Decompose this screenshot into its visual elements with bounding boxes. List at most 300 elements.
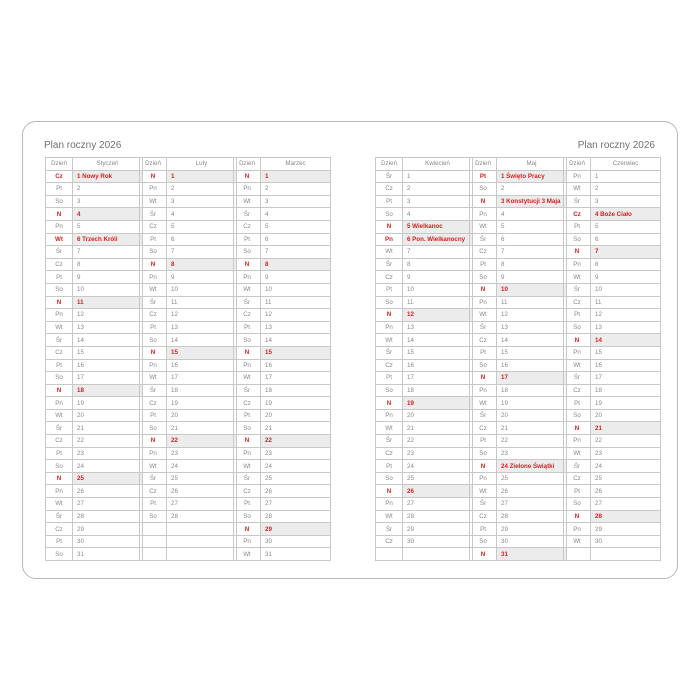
day-row	[470, 208, 567, 221]
day-row	[470, 271, 567, 284]
weekday-cell: N	[46, 384, 73, 397]
date-cell: 10	[497, 283, 567, 296]
weekday-cell: Wt	[376, 246, 403, 259]
month-name-header: Kwiecień	[403, 158, 473, 171]
weekday-cell: Pt	[470, 258, 497, 271]
day-row	[140, 334, 237, 347]
weekday-cell: Cz	[46, 346, 73, 359]
weekday-cell: N	[140, 435, 167, 448]
date-cell: 18	[167, 384, 237, 397]
date-cell: 22	[403, 435, 473, 448]
date-cell: 21	[403, 422, 473, 435]
day-row	[234, 510, 331, 523]
weekday-cell: Wt	[564, 535, 591, 548]
day-row	[46, 271, 143, 284]
weekday-cell: Wt	[470, 485, 497, 498]
weekday-cell: Pt	[234, 321, 261, 334]
day-row	[234, 271, 331, 284]
date-cell: 29	[261, 523, 331, 536]
weekday-cell: Pn	[470, 472, 497, 485]
month-name-header: Luty	[167, 158, 237, 171]
day-row	[234, 435, 331, 448]
date-cell: 28	[403, 510, 473, 523]
day-row	[46, 346, 143, 359]
day-row	[376, 233, 473, 246]
weekday-cell: Wt	[140, 372, 167, 385]
date-cell: 1 Nowy Rok	[73, 170, 143, 183]
date-cell: 28	[591, 510, 661, 523]
day-row	[140, 397, 237, 410]
date-cell: 5 Wielkanoc	[403, 220, 473, 233]
day-column-header: Dzień	[46, 158, 73, 171]
date-cell: 2	[497, 183, 567, 196]
weekday-cell: Wt	[46, 233, 73, 246]
weekday-cell: Cz	[46, 523, 73, 536]
day-row	[140, 208, 237, 221]
weekday-cell: N	[376, 220, 403, 233]
weekday-cell: Śr	[46, 246, 73, 259]
date-cell: 24 Zielone Świątki	[497, 460, 567, 473]
weekday-cell: Pt	[470, 346, 497, 359]
month-table-styczen	[45, 157, 143, 561]
date-cell: 22	[261, 435, 331, 448]
weekday-cell: Pt	[234, 498, 261, 511]
weekday-cell: Śr	[376, 435, 403, 448]
date-cell: 6 Pon. Wielkanocny	[403, 233, 473, 246]
date-cell: 11	[73, 296, 143, 309]
weekday-cell: N	[140, 170, 167, 183]
day-row	[234, 321, 331, 334]
date-cell: 12	[497, 309, 567, 322]
day-row	[564, 535, 661, 548]
date-cell: 28	[261, 510, 331, 523]
weekday-cell	[564, 548, 591, 561]
day-row	[46, 334, 143, 347]
date-cell: 20	[591, 409, 661, 422]
date-cell: 26	[403, 485, 473, 498]
weekday-cell: Pn	[564, 435, 591, 448]
weekday-cell: Pt	[376, 195, 403, 208]
day-row	[46, 170, 143, 183]
empty-row	[140, 535, 237, 548]
date-cell	[167, 535, 237, 548]
month-header-row	[470, 158, 567, 171]
weekday-cell: N	[46, 208, 73, 221]
date-cell: 19	[73, 397, 143, 410]
date-cell: 14	[261, 334, 331, 347]
weekday-cell: Pn	[234, 183, 261, 196]
date-cell: 8	[73, 258, 143, 271]
day-row	[46, 435, 143, 448]
month-header-row	[564, 158, 661, 171]
weekday-cell: Śr	[234, 296, 261, 309]
date-cell: 30	[261, 535, 331, 548]
weekday-cell: Pn	[234, 271, 261, 284]
empty-row	[140, 548, 237, 561]
weekday-cell: Pt	[140, 409, 167, 422]
day-row	[470, 523, 567, 536]
day-row	[564, 447, 661, 460]
day-row	[470, 384, 567, 397]
date-cell: 20	[73, 409, 143, 422]
weekday-cell: Pn	[234, 447, 261, 460]
weekday-cell: So	[376, 472, 403, 485]
weekday-cell: Pn	[564, 258, 591, 271]
day-row	[564, 397, 661, 410]
date-cell: 12	[167, 309, 237, 322]
date-cell: 20	[403, 409, 473, 422]
date-cell: 9	[497, 271, 567, 284]
weekday-cell: Pt	[234, 409, 261, 422]
date-cell: 3 Konstytucji 3 Maja	[497, 195, 567, 208]
date-cell: 26	[261, 485, 331, 498]
date-cell: 28	[73, 510, 143, 523]
date-cell: 15	[403, 346, 473, 359]
date-cell: 3	[261, 195, 331, 208]
day-row	[376, 296, 473, 309]
weekday-cell: So	[470, 447, 497, 460]
day-row	[470, 372, 567, 385]
day-row	[140, 283, 237, 296]
day-row	[234, 170, 331, 183]
date-cell: 24	[591, 460, 661, 473]
day-row	[376, 271, 473, 284]
date-cell: 13	[73, 321, 143, 334]
weekday-cell: Wt	[46, 321, 73, 334]
date-cell: 13	[403, 321, 473, 334]
weekday-cell: Cz	[234, 485, 261, 498]
weekday-cell: Cz	[234, 397, 261, 410]
date-cell: 26	[591, 485, 661, 498]
date-cell: 25	[403, 472, 473, 485]
date-cell: 22	[167, 435, 237, 448]
day-row	[564, 384, 661, 397]
day-row	[140, 309, 237, 322]
date-cell	[591, 548, 661, 561]
date-cell: 2	[403, 183, 473, 196]
weekday-cell: N	[140, 346, 167, 359]
date-cell: 8	[167, 258, 237, 271]
weekday-cell: Cz	[470, 246, 497, 259]
day-row	[376, 498, 473, 511]
day-row	[140, 220, 237, 233]
weekday-cell: Cz	[46, 170, 73, 183]
date-cell: 15	[73, 346, 143, 359]
month-name-header: Czerwiec	[591, 158, 661, 171]
date-cell: 16	[167, 359, 237, 372]
date-cell: 15	[261, 346, 331, 359]
date-cell: 14	[403, 334, 473, 347]
weekday-cell: Pt	[564, 309, 591, 322]
date-cell: 4	[73, 208, 143, 221]
weekday-cell: So	[140, 334, 167, 347]
day-row	[470, 460, 567, 473]
date-cell	[167, 523, 237, 536]
day-row	[564, 246, 661, 259]
date-cell: 27	[167, 498, 237, 511]
date-cell: 17	[261, 372, 331, 385]
weekday-cell: Cz	[470, 334, 497, 347]
weekday-cell	[376, 548, 403, 561]
date-cell	[167, 548, 237, 561]
day-row	[376, 485, 473, 498]
weekday-cell: Śr	[564, 372, 591, 385]
weekday-cell: Śr	[46, 510, 73, 523]
date-cell: 5	[261, 220, 331, 233]
day-column-header: Dzień	[376, 158, 403, 171]
date-cell: 5	[591, 220, 661, 233]
day-row	[470, 548, 567, 561]
day-row	[140, 472, 237, 485]
date-cell: 6	[497, 233, 567, 246]
day-row	[470, 510, 567, 523]
day-row	[470, 498, 567, 511]
month-table-marzec	[233, 157, 331, 561]
date-cell: 27	[497, 498, 567, 511]
weekday-cell: So	[470, 183, 497, 196]
weekday-cell: Śr	[140, 208, 167, 221]
weekday-cell: Cz	[234, 220, 261, 233]
day-row	[564, 296, 661, 309]
weekday-cell: Pt	[140, 233, 167, 246]
day-row	[564, 271, 661, 284]
day-row	[46, 258, 143, 271]
weekday-cell: Pt	[46, 359, 73, 372]
weekday-cell: Pn	[470, 296, 497, 309]
date-cell: 1	[403, 170, 473, 183]
day-row	[376, 460, 473, 473]
date-cell: 17	[591, 372, 661, 385]
weekday-cell: Wt	[376, 422, 403, 435]
weekday-cell: Wt	[470, 220, 497, 233]
weekday-cell: N	[470, 548, 497, 561]
date-cell: 19	[403, 397, 473, 410]
weekday-cell: Cz	[564, 296, 591, 309]
weekday-cell: Śr	[470, 233, 497, 246]
weekday-cell: Cz	[376, 359, 403, 372]
day-row	[46, 510, 143, 523]
weekday-cell: So	[234, 422, 261, 435]
weekday-cell: Cz	[564, 472, 591, 485]
day-row	[376, 309, 473, 322]
day-row	[234, 422, 331, 435]
day-row	[564, 334, 661, 347]
date-cell: 4 Boże Ciało	[591, 208, 661, 221]
date-cell: 17	[167, 372, 237, 385]
weekday-cell: Wt	[376, 510, 403, 523]
day-row	[234, 384, 331, 397]
day-row	[376, 246, 473, 259]
month-table-czerwiec	[563, 157, 661, 561]
day-row	[470, 535, 567, 548]
date-cell: 9	[73, 271, 143, 284]
date-cell: 30	[403, 535, 473, 548]
date-cell: 23	[73, 447, 143, 460]
date-cell: 7	[591, 246, 661, 259]
day-row	[470, 447, 567, 460]
date-cell: 6	[261, 233, 331, 246]
weekday-cell: Cz	[376, 271, 403, 284]
date-cell: 6	[591, 233, 661, 246]
month-table-luty	[139, 157, 237, 561]
weekday-cell	[140, 523, 167, 536]
day-row	[376, 435, 473, 448]
date-cell: 14	[167, 334, 237, 347]
day-row	[564, 233, 661, 246]
date-cell: 19	[497, 397, 567, 410]
weekday-cell: Wt	[234, 460, 261, 473]
day-row	[46, 359, 143, 372]
date-cell: 2	[261, 183, 331, 196]
weekday-cell: So	[46, 283, 73, 296]
weekday-cell: Śr	[46, 422, 73, 435]
weekday-cell	[140, 535, 167, 548]
weekday-cell: Pn	[470, 208, 497, 221]
weekday-cell: So	[564, 409, 591, 422]
day-row	[140, 422, 237, 435]
weekday-cell: Pt	[470, 435, 497, 448]
day-row	[564, 372, 661, 385]
weekday-cell: So	[470, 359, 497, 372]
date-cell: 30	[497, 535, 567, 548]
day-row	[46, 535, 143, 548]
day-row	[234, 195, 331, 208]
date-cell: 31	[497, 548, 567, 561]
date-cell: 21	[167, 422, 237, 435]
day-row	[140, 447, 237, 460]
date-cell: 7	[73, 246, 143, 259]
month-name-header: Marzec	[261, 158, 331, 171]
day-row	[470, 296, 567, 309]
weekday-cell: Wt	[564, 183, 591, 196]
day-row	[564, 510, 661, 523]
day-row	[564, 422, 661, 435]
day-row	[140, 384, 237, 397]
weekday-cell: N	[564, 246, 591, 259]
day-row	[46, 460, 143, 473]
weekday-cell: So	[234, 510, 261, 523]
day-row	[46, 523, 143, 536]
date-cell: 15	[591, 346, 661, 359]
date-cell: 24	[167, 460, 237, 473]
day-row	[234, 523, 331, 536]
date-cell: 23	[497, 447, 567, 460]
weekday-cell: Wt	[376, 334, 403, 347]
date-cell: 7	[261, 246, 331, 259]
weekday-cell: Pn	[46, 309, 73, 322]
day-row	[234, 359, 331, 372]
date-cell: 10	[73, 283, 143, 296]
weekday-cell: So	[376, 296, 403, 309]
date-cell: 17	[497, 372, 567, 385]
day-row	[46, 309, 143, 322]
date-cell: 11	[591, 296, 661, 309]
day-row	[140, 321, 237, 334]
weekday-cell: So	[46, 548, 73, 561]
day-row	[46, 321, 143, 334]
day-row	[234, 220, 331, 233]
weekday-cell: Cz	[470, 422, 497, 435]
day-column-header: Dzień	[234, 158, 261, 171]
day-row	[564, 346, 661, 359]
weekday-cell: So	[234, 246, 261, 259]
weekday-cell: Śr	[376, 346, 403, 359]
date-cell: 16	[497, 359, 567, 372]
weekday-cell: N	[470, 283, 497, 296]
day-row	[46, 422, 143, 435]
weekday-cell: Śr	[234, 472, 261, 485]
day-column-header: Dzień	[470, 158, 497, 171]
weekday-cell: N	[470, 372, 497, 385]
date-cell: 4	[497, 208, 567, 221]
weekday-cell: So	[470, 535, 497, 548]
day-row	[140, 460, 237, 473]
date-cell: 16	[73, 359, 143, 372]
day-row	[376, 523, 473, 536]
weekday-cell: Wt	[234, 283, 261, 296]
day-row	[234, 346, 331, 359]
weekday-cell: Pn	[376, 233, 403, 246]
weekday-cell: Pt	[140, 321, 167, 334]
weekday-cell: Śr	[376, 523, 403, 536]
weekday-cell: Pn	[376, 498, 403, 511]
weekday-cell: Śr	[376, 258, 403, 271]
day-row	[376, 170, 473, 183]
weekday-cell: N	[140, 258, 167, 271]
weekday-cell: Pt	[564, 485, 591, 498]
day-row	[564, 498, 661, 511]
page-title-left: Plan roczny 2026	[44, 140, 122, 151]
date-cell: 22	[591, 435, 661, 448]
day-row	[470, 435, 567, 448]
day-row	[564, 309, 661, 322]
day-row	[46, 208, 143, 221]
date-cell: 18	[261, 384, 331, 397]
date-cell: 21	[591, 422, 661, 435]
date-cell: 10	[591, 283, 661, 296]
weekday-cell: So	[470, 271, 497, 284]
date-cell: 11	[497, 296, 567, 309]
date-cell: 14	[591, 334, 661, 347]
month-header-row	[46, 158, 143, 171]
weekday-cell: So	[376, 208, 403, 221]
date-cell: 3	[403, 195, 473, 208]
weekday-cell: So	[564, 233, 591, 246]
weekday-cell: Wt	[234, 548, 261, 561]
weekday-cell: So	[46, 372, 73, 385]
day-row	[470, 359, 567, 372]
day-row	[234, 472, 331, 485]
date-cell: 18	[497, 384, 567, 397]
day-row	[470, 233, 567, 246]
day-row	[376, 334, 473, 347]
day-row	[46, 472, 143, 485]
date-cell: 18	[591, 384, 661, 397]
weekday-cell: Pn	[470, 384, 497, 397]
date-cell: 13	[167, 321, 237, 334]
date-cell: 11	[167, 296, 237, 309]
day-row	[234, 409, 331, 422]
date-cell: 13	[591, 321, 661, 334]
day-row	[140, 246, 237, 259]
weekday-cell: Pn	[234, 359, 261, 372]
weekday-cell: N	[376, 397, 403, 410]
day-row	[234, 535, 331, 548]
date-cell: 9	[403, 271, 473, 284]
weekday-cell	[140, 548, 167, 561]
date-cell: 22	[497, 435, 567, 448]
date-cell: 13	[261, 321, 331, 334]
